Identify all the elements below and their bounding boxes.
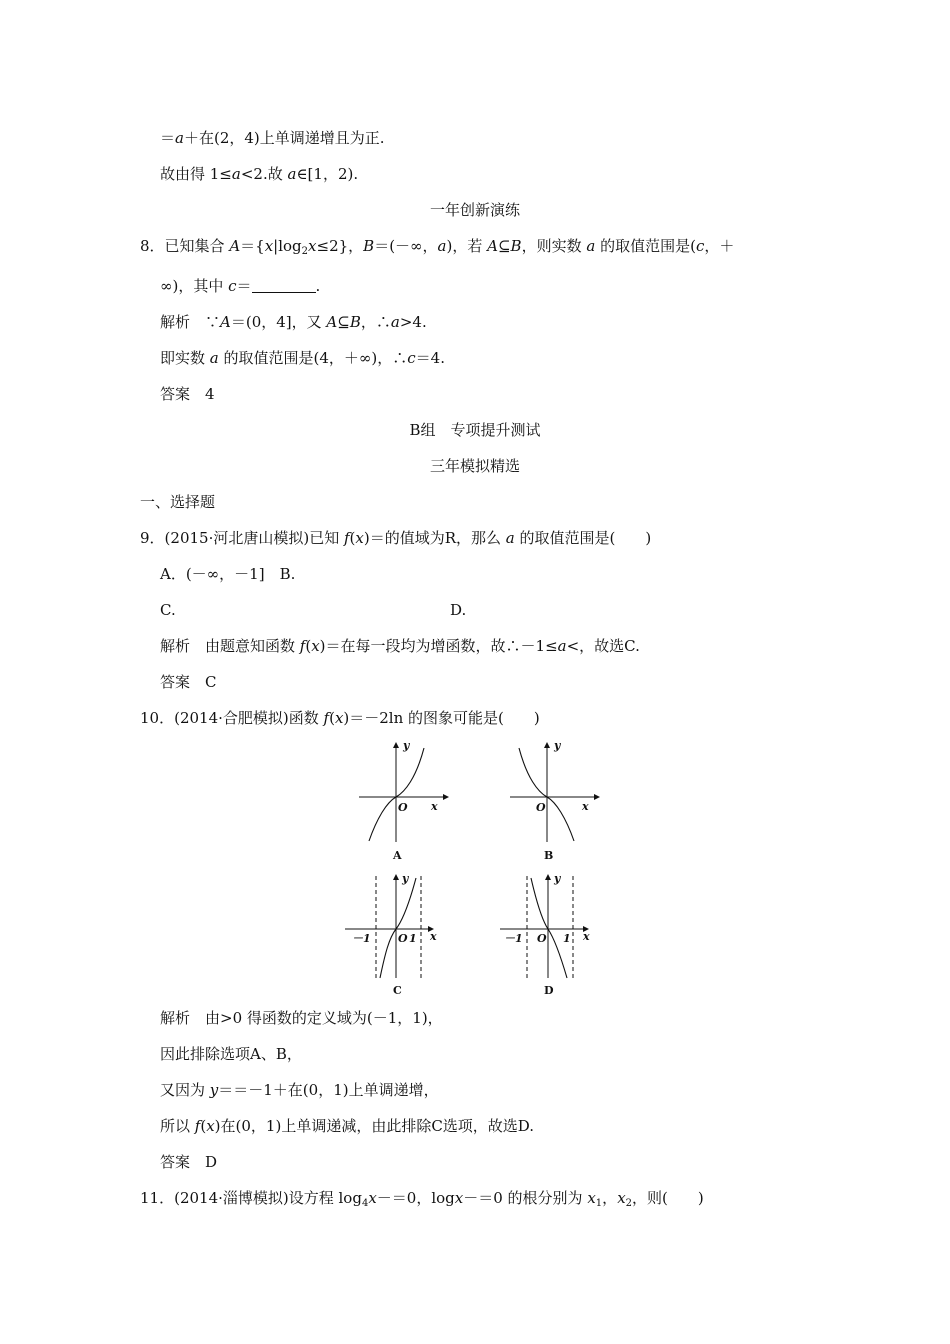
answer-9: 答案 C [160,673,217,691]
analysis-10: 解析 由>0 得函数的定义域为(－1，1)， [160,1009,443,1027]
origin-label: O [398,932,408,945]
answer-blank [252,278,316,293]
text-line: 故由得 1≤a<2.故 a∈[1，2). [160,165,359,183]
y-axis-label: y [554,739,561,752]
x-axis-label: x [430,930,437,943]
minus-one-label: －1 [504,932,523,945]
caption-a: A [393,849,402,862]
answer-10: 答案 D [160,1153,218,1171]
caption-c: C [393,984,402,997]
y-axis-label: y [554,872,561,885]
option-c: C. [160,601,176,619]
section-heading: 三年模拟精选 [429,457,520,475]
option-a-b: A．(－∞，－1] B. [160,565,296,583]
origin-label: O [537,932,547,945]
question-8: 8．已知集合 $A=\{x|\log_2x\le 2\}$，B＝(－∞，a)，若 A⊆B，则实数 a 的取值范围是(c，＋ [140,237,735,257]
question-8-continued: ∞)，其中 c＝ . [160,277,321,295]
origin-label: O [536,801,546,814]
y-axis-label: y [402,872,409,885]
graph-option-d [480,870,605,998]
x-axis-label: x [431,800,438,813]
origin-label: O [398,801,408,814]
caption-d: D [544,984,554,997]
analysis-10-line-2: 因此排除选项A、B， [160,1045,302,1063]
analysis-9: 解析 由题意知函数 f(x)＝在每一段均为增函数，故∴－1≤a<，故选C. [160,637,640,655]
graph-option-b [506,738,601,863]
section-heading: 一年创新演练 [429,201,520,219]
analysis-10-line-3: 又因为 y＝＝－1＋在(0，1)上单调递增， [160,1081,439,1099]
x-axis-label: x [583,930,590,943]
x-axis-label: x [582,800,589,813]
section-heading: B组 专项提升测试 [409,421,541,439]
text-line: ＝a＋在(2，4)上单调递增且为正. [160,129,385,147]
analysis-10-line-4: 所以 f(x)在(0，1)上单调递减，由此排除C选项，故选D. [160,1117,535,1135]
one-label: 1 [409,932,417,945]
analysis-8: 解析 ∵A＝(0，4]，又 A⊆B，∴a>4. [160,313,427,331]
section-heading: 一、选择题 [140,493,216,511]
y-axis-label: y [403,739,410,752]
caption-b: B [544,849,554,862]
graph-option-a [355,738,450,863]
option-d: D. [450,601,467,619]
graph-option-c [325,870,450,998]
minus-one-label: －1 [352,932,371,945]
one-label: 1 [563,932,571,945]
question-11: 11．(2014·淄博模拟)设方程 $\log_4x-=0$，logx－＝0 的根分别为 $x_1$，$x_2$，则( ) [140,1189,704,1209]
question-10: 10．(2014·合肥模拟)函数 f(x)＝－2ln 的图象可能是( ) [140,709,540,727]
answer-8: 答案 4 [160,385,215,403]
analysis-8-continued: 即实数 a 的取值范围是(4，＋∞)，∴c＝4. [160,349,445,367]
question-9: 9．(2015·河北唐山模拟)已知 f(x)＝的值域为R，那么 a 的取值范围是( ) [140,529,652,547]
